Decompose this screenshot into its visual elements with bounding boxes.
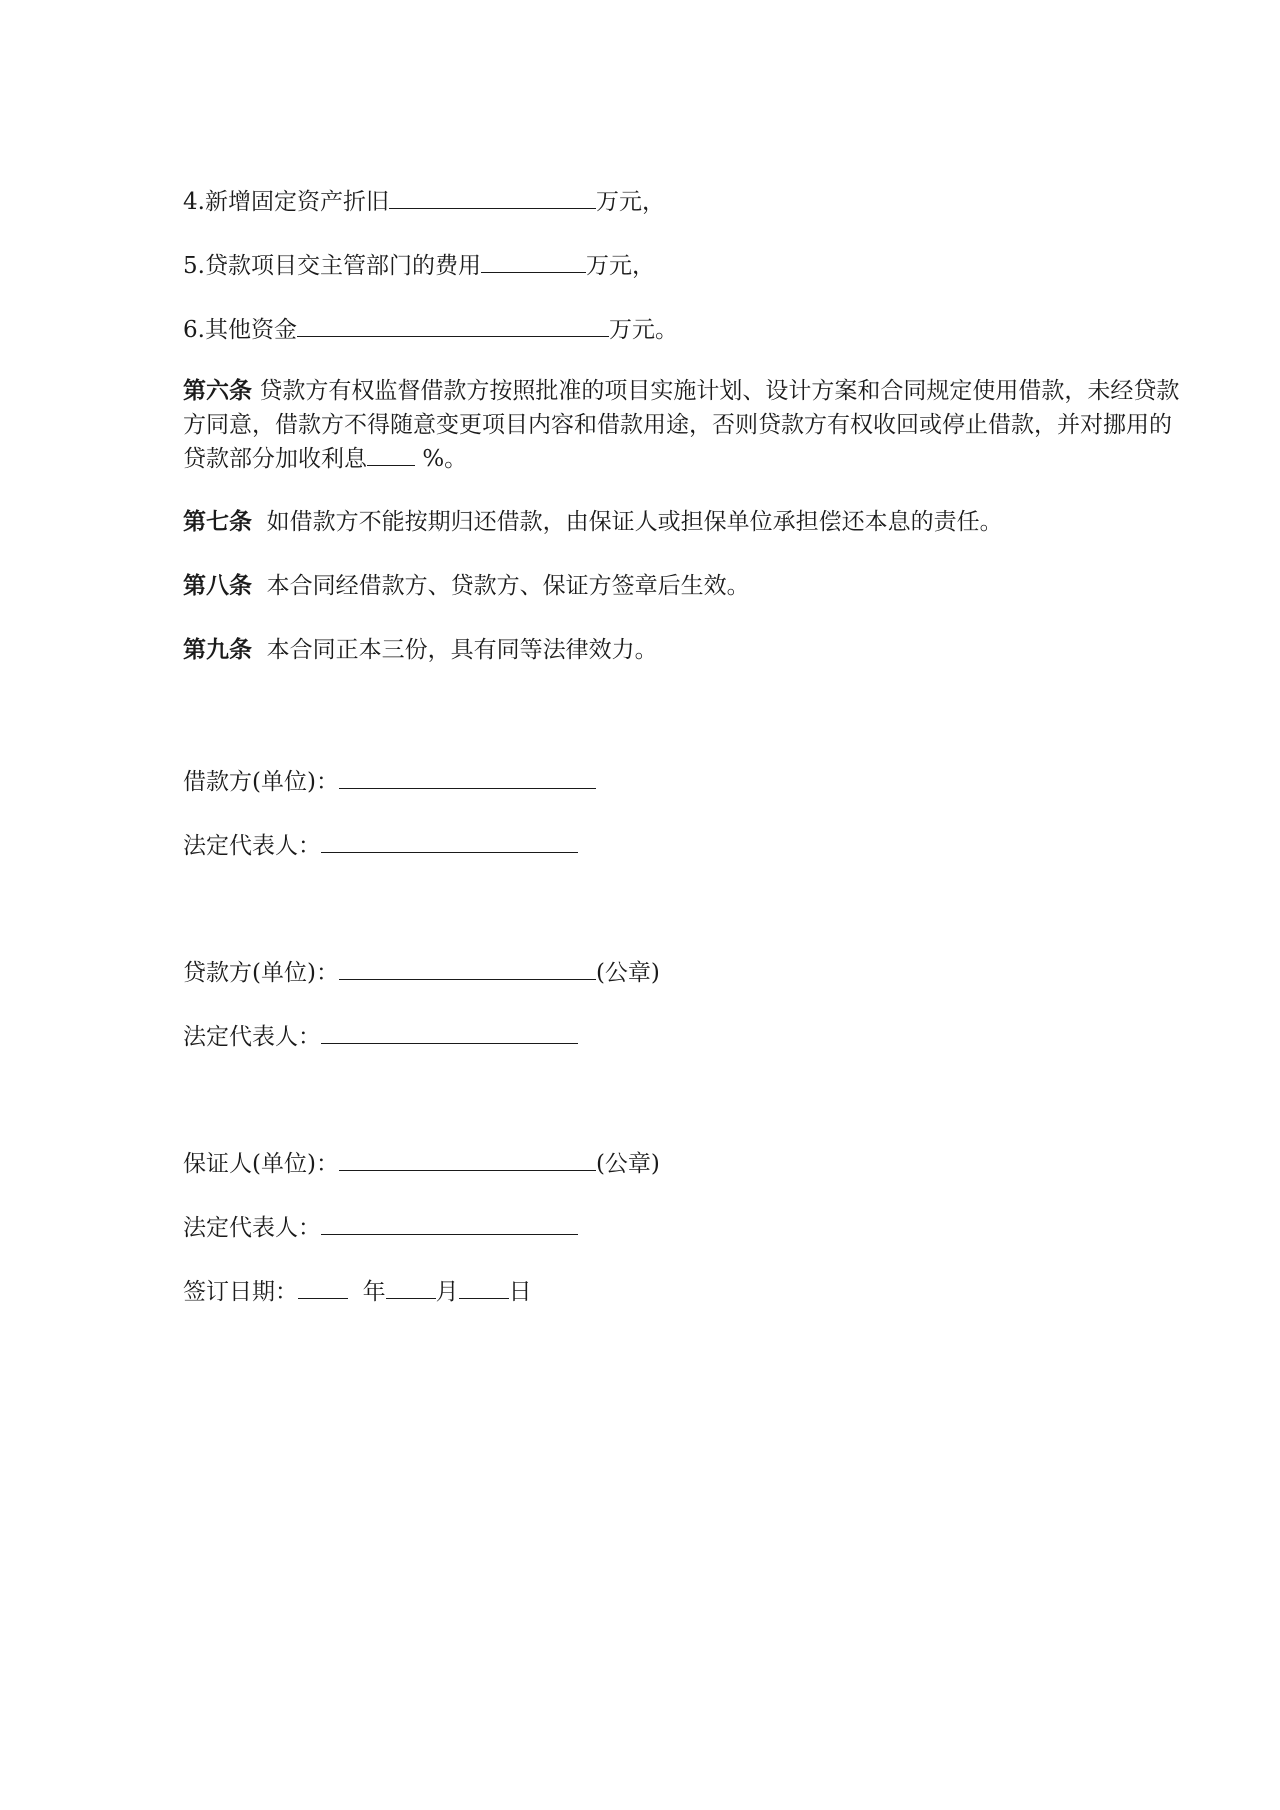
article-6-blank: [367, 443, 415, 466]
guarantor-line: [183, 1148, 660, 1179]
lender-label: 贷款方(单位)：: [183, 960, 339, 986]
lender-seal: (公章): [595, 960, 660, 986]
lender-rep-label: 法定代表人：: [183, 1024, 321, 1050]
month-label: 月: [435, 1279, 459, 1305]
item-6: [183, 314, 678, 345]
guarantor-label: 保证人(单位)：: [183, 1151, 339, 1177]
lender-blank[interactable]: [339, 957, 596, 980]
item-4-blank: [389, 186, 596, 209]
guarantor-rep-label: 法定代表人：: [183, 1215, 321, 1241]
guarantor-blank[interactable]: [339, 1148, 596, 1171]
document-page: [183, 0, 1183, 1810]
guarantor-seal: (公章): [595, 1151, 660, 1177]
article-6: [183, 374, 1183, 476]
borrower-blank[interactable]: [339, 766, 596, 789]
month-blank[interactable]: [386, 1276, 436, 1299]
article-9-title: 第九条: [183, 637, 252, 663]
article-7-title: 第七条: [183, 509, 252, 535]
day-blank[interactable]: [459, 1276, 509, 1299]
borrower-rep-label: 法定代表人：: [183, 833, 321, 859]
date-label: 签订日期：: [183, 1279, 298, 1305]
article-9-text: 本合同正本三份，具有同等法律效力。: [266, 637, 658, 663]
borrower-label: 借款方(单位)：: [183, 769, 339, 795]
article-7: [183, 507, 1003, 537]
item-4-unit: 万元，: [595, 189, 665, 215]
sign-date-line: [183, 1276, 532, 1307]
borrower-rep-line: [183, 830, 578, 861]
article-6-title: 第六条: [183, 378, 252, 404]
item-5: [183, 250, 655, 281]
year-label: 年: [362, 1279, 386, 1305]
article-9: [183, 635, 658, 665]
item-6-blank: [297, 314, 609, 337]
borrower-line: [183, 766, 596, 797]
lender-rep-line: [183, 1021, 578, 1052]
item-4: [183, 186, 665, 217]
article-6-text: 贷款方有权监督借款方按照批准的项目实施计划、设计方案和合同规定使用借款，未经贷款方同意，借款方不得随意变更项目内容和借款用途，否则贷款方有权收回或停止借款，并对挪用的贷款部分加收利息: [183, 378, 1180, 472]
day-label: 日: [508, 1279, 532, 1305]
borrower-rep-blank[interactable]: [321, 830, 578, 853]
article-8: [183, 571, 750, 601]
item-5-unit: 万元，: [585, 253, 655, 279]
article-6-tail: %。: [422, 446, 468, 472]
article-8-title: 第八条: [183, 573, 252, 599]
year-blank[interactable]: [298, 1276, 348, 1299]
article-8-text: 本合同经借款方、贷款方、保证方签章后生效。: [266, 573, 750, 599]
item-6-unit: 万元。: [608, 317, 678, 343]
item-5-blank: [481, 250, 586, 273]
guarantor-rep-blank[interactable]: [321, 1212, 578, 1235]
lender-line: [183, 957, 660, 988]
item-5-label: 5.贷款项目交主管部门的费用: [183, 253, 481, 279]
article-7-text: 如借款方不能按期归还借款，由保证人或担保单位承担偿还本息的责任。: [266, 509, 1003, 535]
lender-rep-blank[interactable]: [321, 1021, 578, 1044]
guarantor-rep-line: [183, 1212, 578, 1243]
item-4-label: 4.新增固定资产折旧: [183, 189, 389, 215]
item-6-label: 6.其他资金: [183, 317, 297, 343]
